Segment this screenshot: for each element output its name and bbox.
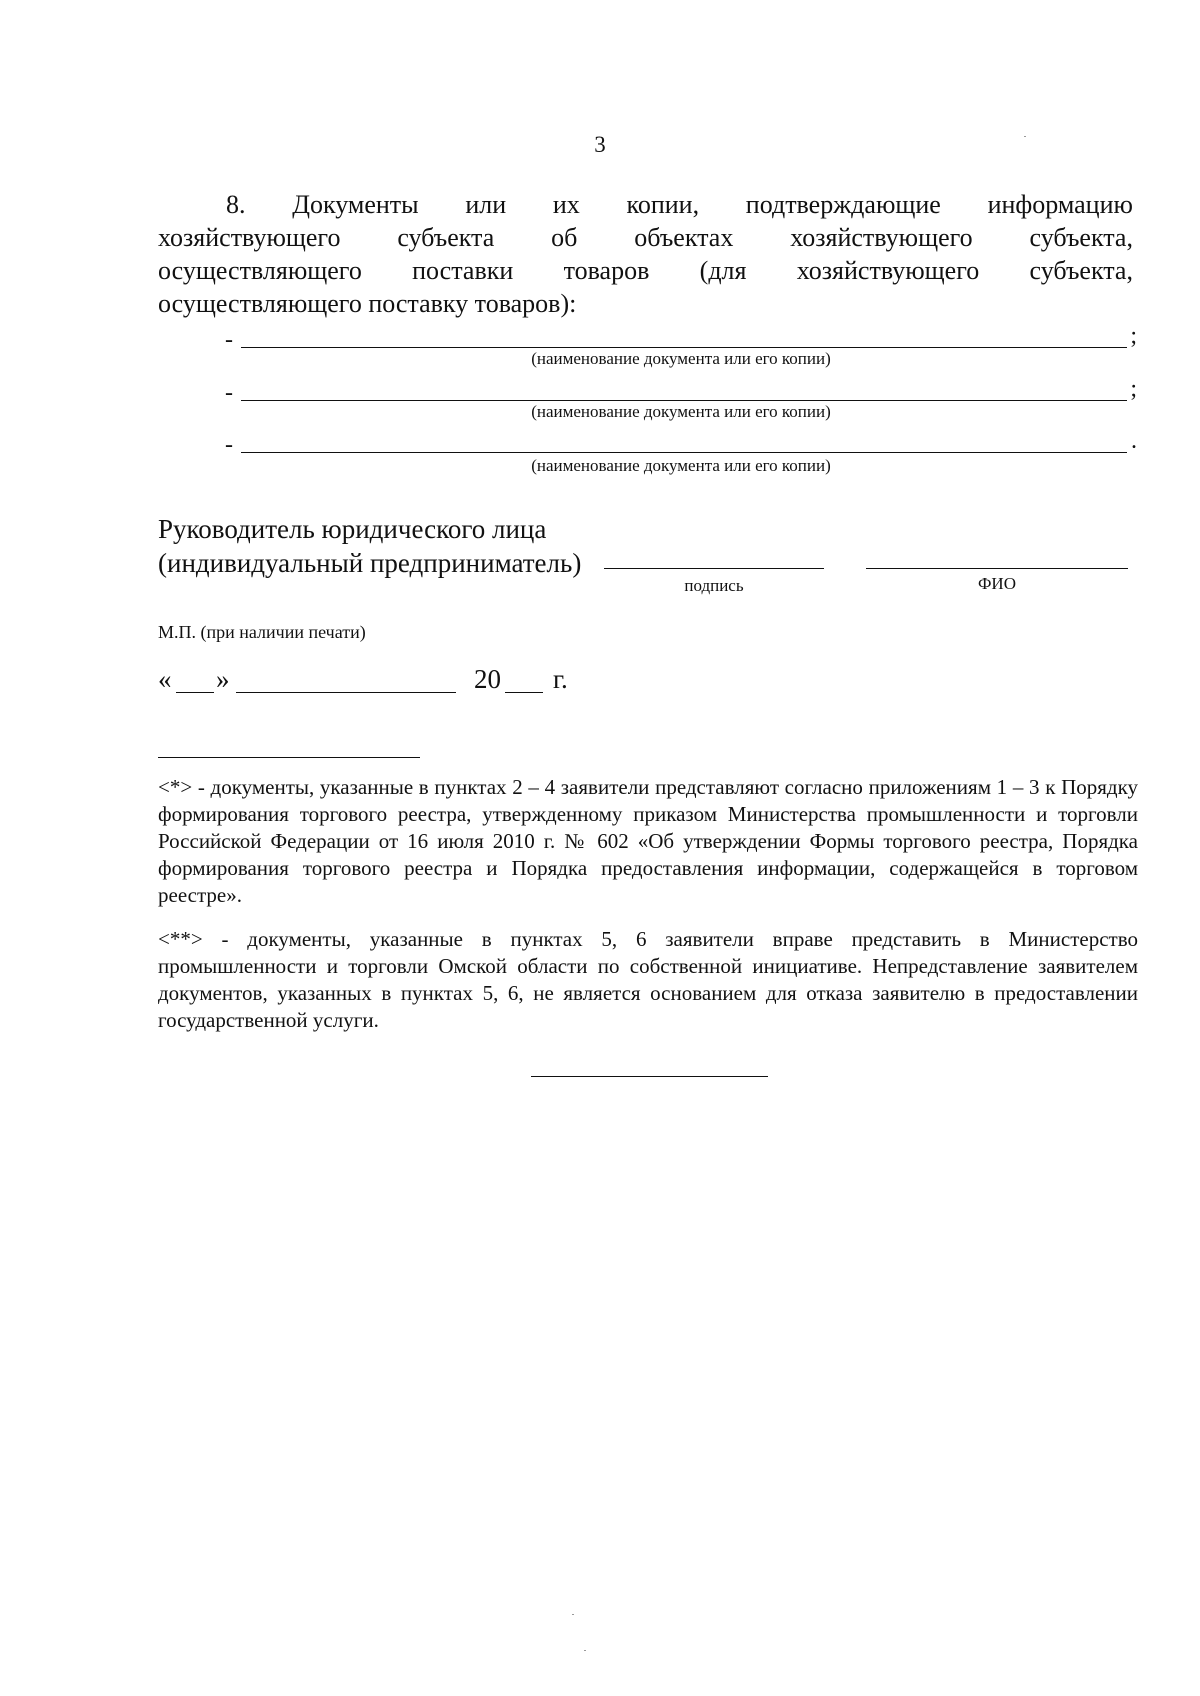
signature-caption: подпись	[684, 576, 744, 595]
seal-note: М.П. (при наличии печати)	[158, 622, 366, 642]
line-end-mark: ;	[1130, 376, 1137, 402]
open-quote: «	[158, 664, 172, 694]
word: (для	[699, 256, 747, 285]
footnote-second: <**> - документы, указанные в пунктах 5, 6 заявители вправе представить в Министерство промышленности и торговли Омской области по собственной инициативе. Непредставление заявителем документов, указанных в пунктах 5, 6, не является основанием для отказа заявителю в предоставлении государственной услуги.	[158, 927, 1138, 1032]
word: копии,	[626, 190, 700, 219]
paragraph-line	[158, 254, 1133, 287]
word: субъекта,	[1029, 256, 1133, 285]
signer-title	[158, 512, 581, 580]
year-field[interactable]	[505, 692, 543, 693]
close-quote: »	[216, 664, 230, 694]
full-name-field[interactable]	[866, 568, 1128, 569]
list-dash: -	[225, 380, 233, 406]
word: Документы	[292, 190, 419, 219]
paragraph-line	[158, 221, 1133, 254]
scan-speck	[1024, 136, 1026, 137]
year-suffix: г.	[553, 664, 568, 694]
word: об	[551, 223, 578, 252]
word: или	[465, 190, 507, 219]
word: подтверждающие	[745, 190, 941, 219]
word: товаров	[563, 256, 650, 285]
full-name-caption: ФИО	[978, 574, 1016, 593]
signature-field[interactable]	[604, 568, 824, 569]
page-number: 3	[594, 132, 606, 157]
word: хозяйствующего	[796, 256, 980, 285]
document-caption: (наименование документа или его копии)	[531, 349, 831, 368]
scan-speck	[572, 1614, 574, 1615]
word: субъекта,	[1029, 223, 1133, 252]
date-row	[158, 664, 608, 698]
word: их	[552, 190, 580, 219]
section-8-paragraph	[158, 188, 1133, 320]
word: 8.	[226, 190, 246, 219]
word: информацию	[987, 190, 1133, 219]
paragraph-line	[158, 287, 1133, 320]
footnote-first: <*> - документы, указанные в пунктах 2 – 4 заявители представляют согласно приложениям 1 – 3 к Порядку формирования торгового реестра, утвержденному приказом Министерства промышленности и торговли Российской Федерации от 16 июля 2010 г. № 602 «Об утверждении Формы торгового реестра, Порядка формирования торгового реестра и Порядка предоставления информации, содержащейся в торговом реестре».	[158, 775, 1138, 907]
signer-title-line: Руководитель юридического лица	[158, 514, 547, 544]
month-field[interactable]	[236, 692, 456, 693]
scan-speck	[584, 1650, 586, 1651]
document-caption: (наименование документа или его копии)	[531, 456, 831, 475]
line-end-mark: ;	[1130, 323, 1137, 349]
line-end-mark: .	[1131, 428, 1137, 454]
day-field[interactable]	[176, 692, 214, 693]
word: хозяйствующего	[158, 223, 341, 252]
blank-line	[241, 452, 1127, 453]
word: хозяйствующего	[790, 223, 973, 252]
document-caption: (наименование документа или его копии)	[531, 402, 831, 421]
word: осуществляющего поставку товаров):	[158, 289, 577, 318]
word: объектах	[634, 223, 734, 252]
signer-title-line: (индивидуальный предприниматель)	[158, 548, 582, 578]
word: поставки	[412, 256, 514, 285]
year-prefix: 20	[474, 664, 501, 694]
word: субъекта	[397, 223, 495, 252]
word: осуществляющего	[158, 256, 362, 285]
list-dash: -	[225, 432, 233, 458]
footnote-separator	[158, 757, 420, 758]
closing-rule	[531, 1076, 768, 1077]
blank-line	[241, 347, 1127, 348]
blank-line	[241, 400, 1127, 401]
list-dash: -	[225, 327, 233, 353]
paragraph-line	[158, 188, 1133, 221]
